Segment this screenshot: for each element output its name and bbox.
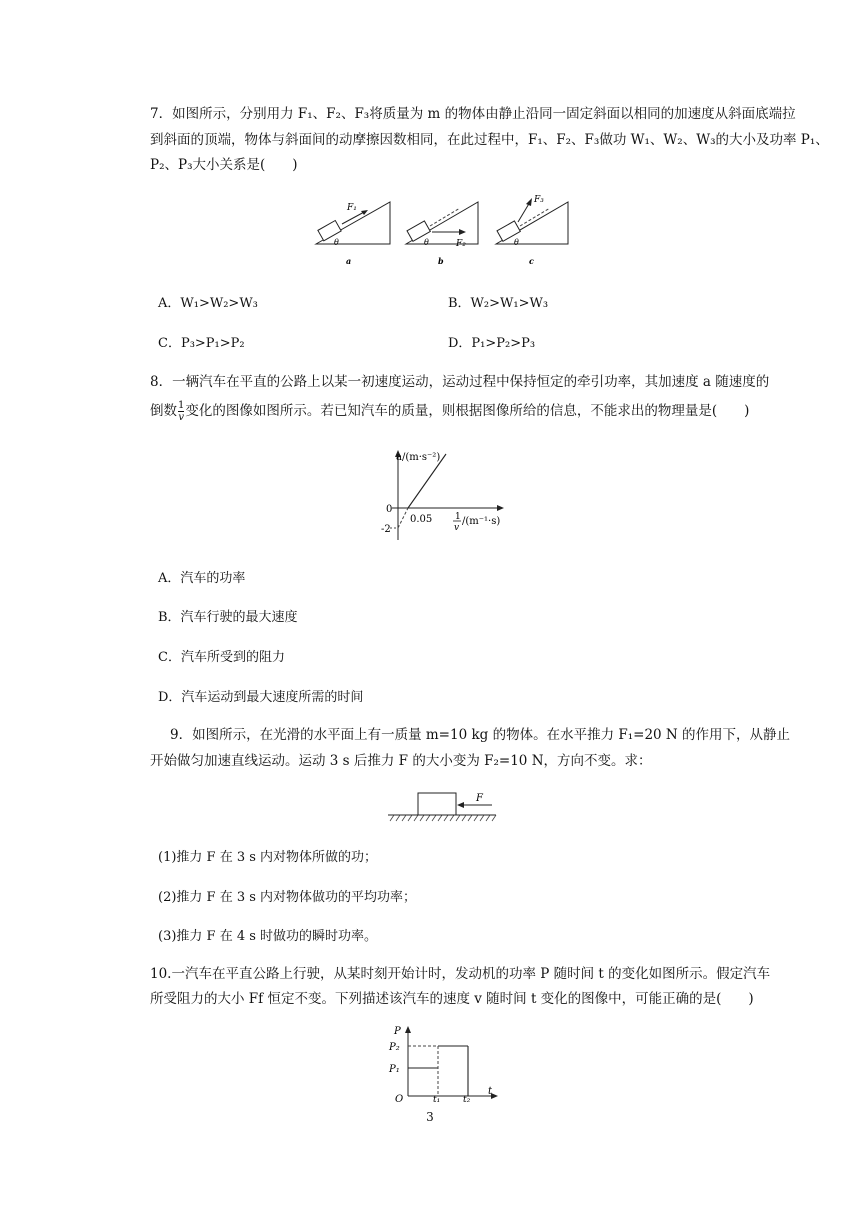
q10-p2-label: P₂ — [389, 1042, 400, 1053]
incline-b — [406, 202, 478, 266]
q8-x-axis-unit: /(m⁻¹·s) — [462, 516, 501, 527]
figure-label-b: b — [438, 256, 444, 266]
incline-a — [316, 202, 390, 266]
incline-c — [496, 195, 568, 266]
q8-line-1: 8．一辆汽车在平直的公路上以某一初速度运动，运动过程中保持恒定的牵引功率，其加速度 a 随速度的 — [150, 374, 770, 390]
figure-label-c: c — [529, 256, 534, 266]
q7-option-a: A．W₁>W₂>W₃ — [158, 296, 258, 311]
q7-figure — [310, 190, 580, 274]
angle-label-c: θ — [514, 238, 519, 247]
q7-option-d: D．P₁>P₂>P₃ — [448, 336, 536, 351]
q8-line-2-suffix: 变化的图像如图所示。若已知汽车的质量，则根据图像所给的信息，不能求出的物理量是( ) — [185, 403, 750, 419]
page-number: 3 — [426, 1110, 434, 1124]
q10-x-axis-label: t — [488, 1086, 493, 1097]
q8-option-c: C．汽车所受到的阻力 — [158, 650, 285, 665]
q9-force-label: F — [476, 793, 483, 804]
q8-line-2-prefix: 倒数 — [150, 403, 177, 419]
q7-line-1: 7．如图所示，分别用力 F₁、F₂、F₃将质量为 m 的物体由静止沿同一固定斜面以相同的加速度从斜面底端拉 — [150, 106, 796, 122]
q8-fraction — [178, 400, 184, 423]
q10-y-axis-label: P — [394, 1026, 401, 1037]
q8-fraction-num: 1 — [178, 400, 185, 411]
q8-option-d: D．汽车运动到最大速度所需的时间 — [158, 690, 364, 705]
q9-sub-2: (2)推力 F 在 3 s 内对物体做功的平均功率； — [158, 890, 417, 905]
q8-option-a: A．汽车的功率 — [158, 571, 246, 586]
q7-line-2: 到斜面的顶端，物体与斜面间的动摩擦因数相同，在此过程中，F₁、F₂、F₃做功 W₁、W₂、W₃的大小及功率 P₁、 — [150, 132, 829, 148]
angle-label-a: θ — [334, 238, 339, 247]
force-label-f3: F₃ — [534, 195, 544, 205]
force-label-f2: F₂ — [456, 239, 466, 249]
q8-y-tick-label: -2 — [381, 524, 391, 535]
q8-line-2 — [150, 400, 749, 423]
q9-line-1: 9．如图所示，在光滑的水平面上有一质量 m=10 kg 的物体。在水平推力 F₁=20 N 的作用下，从静止 — [170, 727, 791, 743]
q9-figure — [384, 787, 504, 831]
q10-line-2: 所受阻力的大小 Ff 恒定不变。下列描述该汽车的速度 v 随时间 t 变化的图像中，可能正确的是( ) — [150, 991, 754, 1007]
q10-graph — [386, 1024, 506, 1108]
q9-sub-3: (3)推力 F 在 4 s 时做功的瞬时功率。 — [158, 929, 378, 944]
q7-option-c: C．P₃>P₁>P₂ — [158, 336, 245, 351]
q10-p1-label: P₁ — [389, 1064, 400, 1075]
q7-line-3: P₂、P₃大小关系是( ) — [150, 157, 298, 173]
q8-x-axis-den: v — [454, 523, 460, 533]
q9-line-2: 开始做匀加速直线运动。运动 3 s 后推力 F 的大小变为 F₂=10 N，方向不变。求： — [150, 753, 652, 769]
q8-graph — [350, 448, 520, 552]
q8-x-tick-label: 0.05 — [410, 514, 433, 525]
q10-t2-label: t₂ — [463, 1095, 471, 1104]
force-label-f1: F₁ — [347, 203, 357, 213]
q10-origin-label: O — [395, 1094, 404, 1104]
q10-line-1: 10.一汽车在平直公路上行驶，从某时刻开始计时，发动机的功率 P 随时间 t 的变化如图所示。假定汽车 — [150, 966, 771, 982]
q9-sub-1: (1)推力 F 在 3 s 内对物体所做的功； — [158, 850, 378, 865]
angle-label-b: θ — [424, 238, 429, 247]
q8-option-b: B．汽车行驶的最大速度 — [158, 610, 298, 625]
q10-t1-label: t₁ — [433, 1095, 441, 1104]
figure-label-a: a — [346, 256, 352, 266]
q8-fraction-den: v — [178, 412, 185, 423]
q8-origin-label: 0 — [386, 504, 393, 515]
q8-y-axis-label: a/(m·s⁻²) — [396, 452, 441, 463]
q8-x-axis-num: 1 — [455, 512, 461, 522]
q7-option-b: B．W₂>W₁>W₃ — [448, 296, 549, 311]
